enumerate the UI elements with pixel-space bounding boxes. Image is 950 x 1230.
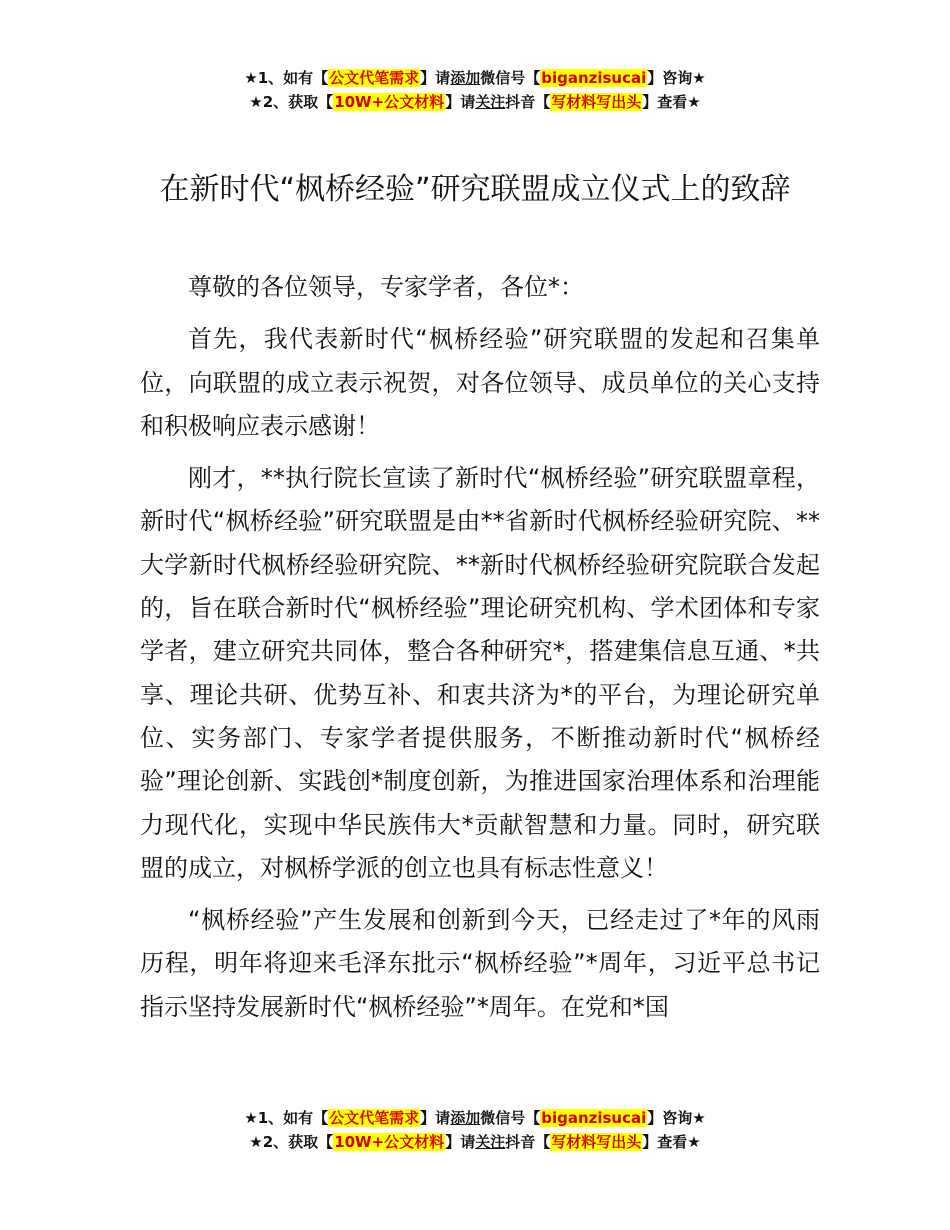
promo-text: 】咨询★ (647, 69, 706, 87)
promo-text: ★1、如有【 (244, 69, 329, 87)
promo-text: 】查看★ (642, 1133, 701, 1151)
promo-text: ★2、获取【 (249, 93, 334, 111)
promo-text: 抖音【 (505, 93, 551, 111)
promo-text: 】咨询★ (647, 1109, 706, 1127)
promo-text: 】请 (445, 1133, 476, 1151)
promo-underline: 关注 (475, 93, 506, 111)
paragraph-2: 刚才，**执行院长宣读了新时代“枫桥经验”研究联盟章程，新时代“枫桥经验”研究联盟是由**省新时代枫桥经验研究院、**大学新时代枫桥经验研究院、**新时代枫桥经验研究院联合发起的，旨在联合新时代“枫桥经验”理论研究机构、学术团体和专家学者，建立研究共同体，整合各种研究*，搭建集信息互通、*共享、理论共研、优势互补、和衷共济为*的平台，为理论研究单位、实务部门、专家学者提供服务，不断推动新时代“枫桥经验”理论创新、实践创*制度创新，为推进国家治理体系和治理能力现代化，实现中华民族伟大*贡献智慧和力量。同时，研究联盟的成立，对枫桥学派的创立也具有标志性意义！ (140, 464, 820, 882)
promo-highlight: 10W+公文材料 (334, 1133, 445, 1151)
promo-underline: 添加 (450, 1109, 481, 1127)
promo-text: 】查看★ (642, 93, 701, 111)
promo-banner-bottom (0, 1106, 950, 1154)
document-body (140, 266, 820, 1038)
promo-text: 抖音【 (505, 1133, 551, 1151)
promo-highlight: 写材料写出头 (551, 1133, 642, 1151)
promo-text: 微信号【 (480, 69, 541, 87)
promo-highlight: 写材料写出头 (551, 93, 642, 111)
promo-highlight: biganzisucai (541, 1109, 647, 1127)
promo-text: 】请 (420, 1109, 451, 1127)
promo-highlight: 10W+公文材料 (334, 93, 445, 111)
promo-line-2 (0, 90, 950, 114)
paragraph-3: “枫桥经验”产生发展和创新到今天，已经走过了*年的风雨历程，明年将迎来毛泽东批示“枫桥经验”*周年，习近平总书记指示坚持发展新时代“枫桥经验”*周年。在党和*国 (140, 906, 820, 1021)
promo-highlight: biganzisucai (541, 69, 647, 87)
paragraph-salutation: 尊敬的各位领导，专家学者，各位*： (188, 273, 584, 301)
promo-highlight: 公文代笔需求 (329, 69, 420, 87)
promo-line-1 (0, 1106, 950, 1130)
promo-line-2 (0, 1130, 950, 1154)
promo-text: 】请 (445, 93, 476, 111)
promo-line-1 (0, 66, 950, 90)
promo-underline: 添加 (450, 69, 481, 87)
paragraph-1: 首先，我代表新时代“枫桥经验”研究联盟的发起和召集单位，向联盟的成立表示祝贺，对各位领导、成员单位的关心支持和积极响应表示感谢！ (140, 325, 820, 440)
promo-underline: 关注 (475, 1133, 506, 1151)
promo-text: 】请 (420, 69, 451, 87)
promo-text: 微信号【 (480, 1109, 541, 1127)
promo-highlight: 公文代笔需求 (329, 1109, 420, 1127)
promo-text: ★1、如有【 (244, 1109, 329, 1127)
promo-banner-top (0, 66, 950, 114)
document-title: 在新时代“枫桥经验”研究联盟成立仪式上的致辞 (159, 172, 791, 207)
promo-text: ★2、获取【 (249, 1133, 334, 1151)
